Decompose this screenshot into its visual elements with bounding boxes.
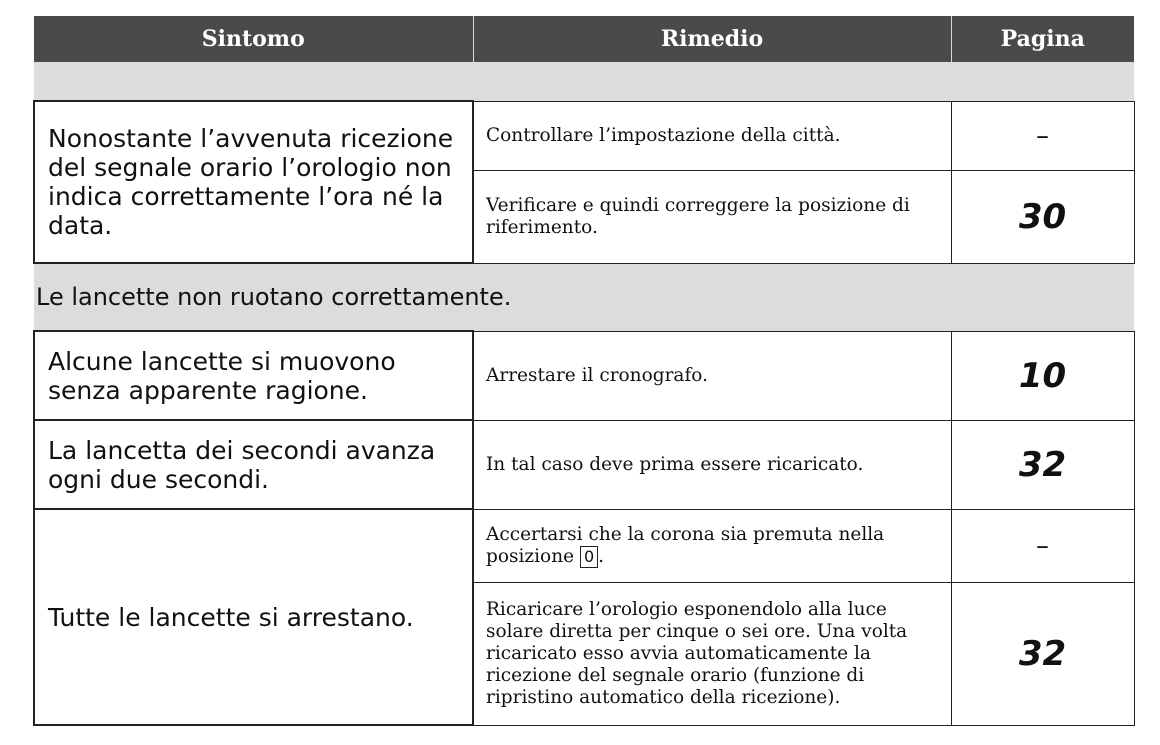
section-heading-row (34, 263, 1134, 331)
page-cell: – (951, 509, 1134, 582)
remedy-cell: Verificare e quindi correggere la posizione di riferimento. (473, 170, 951, 263)
spacer-row (34, 62, 1134, 101)
table-row (34, 331, 1134, 420)
remedy-cell: Controllare l’impostazione della città. (473, 101, 951, 170)
table-row (34, 420, 1134, 509)
page-cell: 10 (951, 331, 1134, 420)
table-row (34, 101, 1134, 170)
remedy-suffix: . (598, 545, 605, 567)
header-row (34, 16, 1134, 62)
symptom-cell: Alcune lancette si muovono senza apparente ragione. (34, 331, 473, 420)
page-cell: 32 (951, 582, 1134, 725)
troubleshooting-document (33, 16, 1133, 726)
remedy-text: Accertarsi che la corona sia premuta nella posizione (486, 523, 885, 567)
header-symptom: Sintomo (34, 16, 473, 62)
page-cell: 32 (951, 420, 1134, 509)
remedy-cell: In tal caso deve prima essere ricaricato. (473, 420, 951, 509)
page-cell: 30 (951, 170, 1134, 263)
symptom-cell: Nonostante l’avvenuta ricezione del segnale orario l’orologio non indica correttamente l’ora né la data. (34, 101, 473, 263)
symptom-cell: La lancetta dei secondi avanza ogni due secondi. (34, 420, 473, 509)
remedy-cell: Ricaricare l’orologio esponendolo alla luce solare diretta per cinque o sei ore. Una volta ricaricato esso avvia automaticamente la ricezione del segnale orario (funzione di ripristino automatico della ricezione). (473, 582, 951, 725)
troubleshooting-table (33, 16, 1135, 726)
remedy-cell (473, 509, 951, 582)
page-cell: – (951, 101, 1134, 170)
symptom-cell: Tutte le lancette si arrestano. (34, 509, 473, 725)
header-page: Pagina (951, 16, 1134, 62)
crown-position-box: 0 (580, 546, 598, 568)
table-row (34, 509, 1134, 582)
remedy-cell: Arrestare il cronografo. (473, 331, 951, 420)
section-heading: Le lancette non ruotano correttamente. (34, 263, 1134, 331)
header-remedy: Rimedio (473, 16, 951, 62)
